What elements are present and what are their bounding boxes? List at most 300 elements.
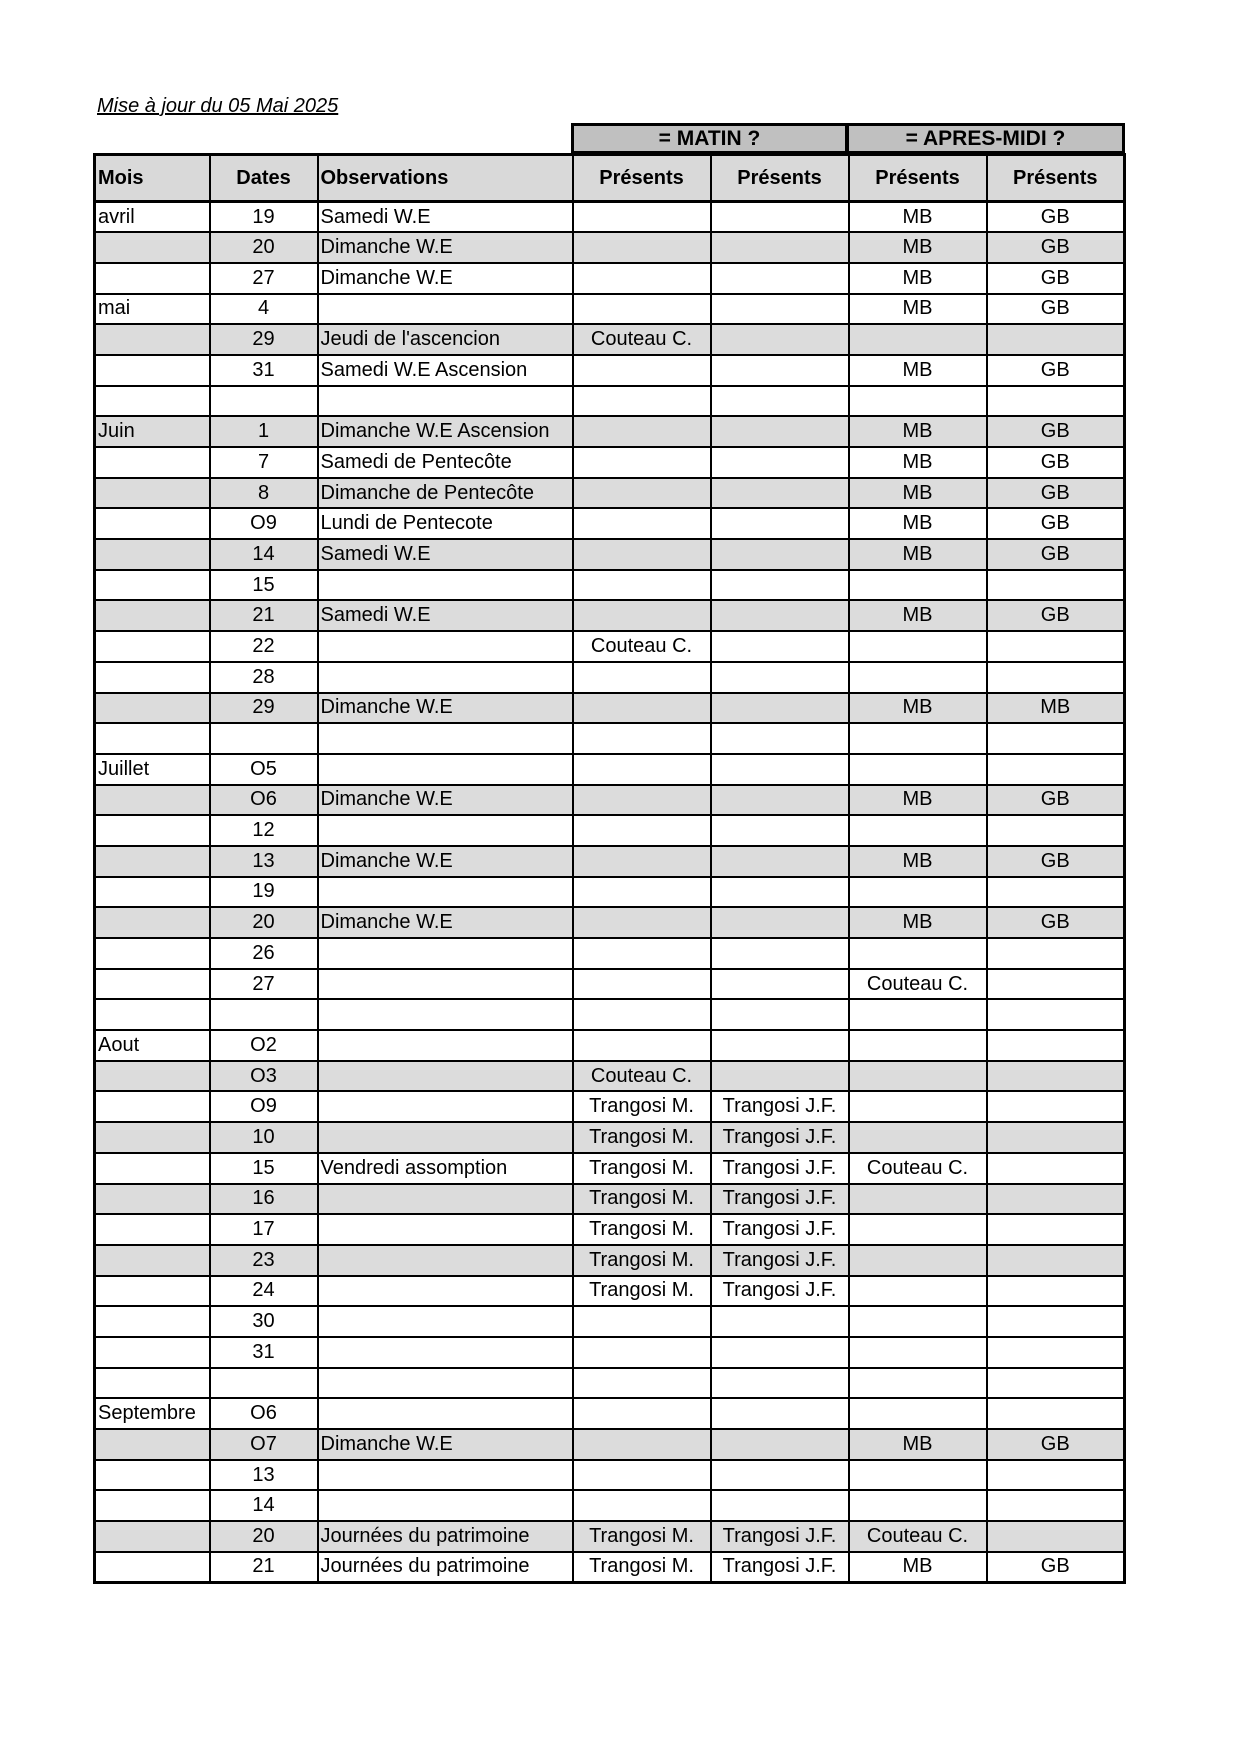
cell-date: 19	[210, 202, 318, 233]
schedule-body	[95, 202, 1125, 1583]
cell-mois	[95, 1245, 210, 1276]
table-row	[95, 693, 1125, 724]
table-row	[95, 1214, 1125, 1245]
cell-observation: Lundi de Pentecote	[318, 508, 573, 539]
table-row	[95, 1398, 1125, 1429]
cell-mois	[95, 1214, 210, 1245]
cell-date: 1	[210, 416, 318, 447]
cell-matin-present-2	[711, 447, 849, 478]
cell-apres-present-2	[987, 1398, 1125, 1429]
cell-observation: Samedi de Pentecôte	[318, 447, 573, 478]
cell-apres-present-2: GB	[987, 907, 1125, 938]
cell-matin-present-2	[711, 324, 849, 355]
cell-mois	[95, 846, 210, 877]
cell-matin-present-2	[711, 1337, 849, 1368]
cell-mois	[95, 232, 210, 263]
cell-mois	[95, 1368, 210, 1399]
cell-date: 8	[210, 478, 318, 509]
cell-matin-present-1: Trangosi M.	[573, 1153, 711, 1184]
cell-matin-present-2: Trangosi J.F.	[711, 1245, 849, 1276]
cell-mois	[95, 815, 210, 846]
cell-mois	[95, 693, 210, 724]
cell-observation	[318, 815, 573, 846]
cell-observation: Dimanche W.E	[318, 907, 573, 938]
cell-matin-present-1	[573, 1398, 711, 1429]
cell-apres-present-1	[849, 1490, 987, 1521]
cell-matin-present-1	[573, 1368, 711, 1399]
table-row	[95, 355, 1125, 386]
cell-observation: Dimanche W.E	[318, 232, 573, 263]
cell-matin-present-2	[711, 232, 849, 263]
cell-apres-present-2	[987, 999, 1125, 1030]
table-row	[95, 1552, 1125, 1583]
cell-apres-present-2	[987, 1184, 1125, 1215]
cell-apres-present-2	[987, 1214, 1125, 1245]
table-row	[95, 1061, 1125, 1092]
cell-date: 28	[210, 662, 318, 693]
table-row	[95, 263, 1125, 294]
cell-apres-present-1	[849, 1245, 987, 1276]
cell-matin-present-1	[573, 693, 711, 724]
cell-observation	[318, 1214, 573, 1245]
cell-observation: Dimanche W.E Ascension	[318, 416, 573, 447]
cell-mois	[95, 1153, 210, 1184]
cell-apres-present-2: GB	[987, 294, 1125, 325]
cell-apres-present-2	[987, 1337, 1125, 1368]
cell-matin-present-1: Trangosi M.	[573, 1184, 711, 1215]
cell-apres-present-1	[849, 386, 987, 417]
cell-apres-present-2	[987, 1030, 1125, 1061]
cell-observation	[318, 570, 573, 601]
cell-date: 31	[210, 355, 318, 386]
cell-matin-present-2: Trangosi J.F.	[711, 1091, 849, 1122]
cell-mois	[95, 1521, 210, 1552]
cell-matin-present-1	[573, 969, 711, 1000]
cell-date: 29	[210, 693, 318, 724]
cell-mois	[95, 723, 210, 754]
cell-mois: Aout	[95, 1030, 210, 1061]
table-row	[95, 1030, 1125, 1061]
cell-matin-present-1: Couteau C.	[573, 1061, 711, 1092]
cell-date: 22	[210, 631, 318, 662]
cell-matin-present-2	[711, 723, 849, 754]
cell-apres-present-1: MB	[849, 693, 987, 724]
cell-apres-present-2: GB	[987, 355, 1125, 386]
cell-date: O5	[210, 754, 318, 785]
cell-observation: Dimanche W.E	[318, 263, 573, 294]
cell-observation	[318, 1490, 573, 1521]
cell-apres-present-2	[987, 1153, 1125, 1184]
cell-date: 14	[210, 539, 318, 570]
cell-apres-present-2	[987, 1276, 1125, 1307]
cell-matin-present-2	[711, 386, 849, 417]
cell-matin-present-1: Trangosi M.	[573, 1245, 711, 1276]
cell-observation	[318, 1061, 573, 1092]
header-matin-presents-1: Présents	[573, 155, 711, 202]
cell-date: 21	[210, 600, 318, 631]
cell-mois	[95, 631, 210, 662]
cell-mois	[95, 539, 210, 570]
cell-matin-present-1	[573, 662, 711, 693]
cell-apres-present-2: GB	[987, 416, 1125, 447]
cell-apres-present-1: MB	[849, 202, 987, 233]
cell-apres-present-1	[849, 1460, 987, 1491]
cell-matin-present-1	[573, 1429, 711, 1460]
table-row	[95, 1306, 1125, 1337]
cell-matin-present-1: Trangosi M.	[573, 1276, 711, 1307]
cell-apres-present-2	[987, 631, 1125, 662]
cell-observation	[318, 1184, 573, 1215]
cell-apres-present-1	[849, 570, 987, 601]
cell-matin-present-2	[711, 355, 849, 386]
table-row	[95, 1429, 1125, 1460]
cell-mois: avril	[95, 202, 210, 233]
cell-date: 15	[210, 1153, 318, 1184]
cell-observation: Dimanche W.E	[318, 846, 573, 877]
cell-matin-present-1	[573, 815, 711, 846]
cell-matin-present-2	[711, 1061, 849, 1092]
cell-matin-present-2	[711, 907, 849, 938]
cell-mois	[95, 1429, 210, 1460]
table-row	[95, 447, 1125, 478]
schedule-table	[93, 153, 1126, 1584]
table-row	[95, 508, 1125, 539]
cell-apres-present-2	[987, 1061, 1125, 1092]
cell-apres-present-2	[987, 1368, 1125, 1399]
cell-apres-present-1	[849, 1061, 987, 1092]
table-row	[95, 723, 1125, 754]
cell-matin-present-2	[711, 785, 849, 816]
cell-observation	[318, 631, 573, 662]
cell-matin-present-1	[573, 355, 711, 386]
cell-matin-present-1	[573, 386, 711, 417]
cell-mois	[95, 1306, 210, 1337]
cell-mois	[95, 1552, 210, 1583]
cell-mois	[95, 263, 210, 294]
cell-mois	[95, 999, 210, 1030]
cell-apres-present-2	[987, 1490, 1125, 1521]
cell-matin-present-2	[711, 631, 849, 662]
cell-mois	[95, 785, 210, 816]
cell-apres-present-1	[849, 815, 987, 846]
header-apres-presents-2: Présents	[987, 155, 1125, 202]
cell-mois	[95, 600, 210, 631]
table-row	[95, 999, 1125, 1030]
cell-mois	[95, 1276, 210, 1307]
cell-apres-present-2	[987, 754, 1125, 785]
cell-date: 27	[210, 263, 318, 294]
cell-observation: Jeudi de l'ascencion	[318, 324, 573, 355]
cell-matin-present-2: Trangosi J.F.	[711, 1153, 849, 1184]
cell-matin-present-1	[573, 539, 711, 570]
cell-matin-present-1	[573, 232, 711, 263]
cell-apres-present-1	[849, 662, 987, 693]
cell-apres-present-1: MB	[849, 539, 987, 570]
cell-apres-present-1	[849, 1398, 987, 1429]
cell-observation	[318, 723, 573, 754]
cell-apres-present-1	[849, 631, 987, 662]
cell-observation	[318, 1030, 573, 1061]
cell-matin-present-2	[711, 846, 849, 877]
cell-matin-present-2	[711, 1306, 849, 1337]
cell-matin-present-1	[573, 723, 711, 754]
cell-date: O7	[210, 1429, 318, 1460]
cell-apres-present-1	[849, 1122, 987, 1153]
table-row	[95, 1276, 1125, 1307]
cell-apres-present-1: Couteau C.	[849, 1521, 987, 1552]
cell-observation: Dimanche W.E	[318, 785, 573, 816]
cell-date	[210, 386, 318, 417]
cell-observation: Samedi W.E	[318, 539, 573, 570]
cell-observation	[318, 938, 573, 969]
cell-apres-present-1	[849, 1030, 987, 1061]
cell-observation: Journées du patrimoine	[318, 1521, 573, 1552]
cell-matin-present-2	[711, 600, 849, 631]
cell-apres-present-1	[849, 1091, 987, 1122]
cell-matin-present-1	[573, 294, 711, 325]
cell-mois: Juin	[95, 416, 210, 447]
cell-date: 29	[210, 324, 318, 355]
cell-matin-present-2	[711, 662, 849, 693]
cell-matin-present-1	[573, 846, 711, 877]
cell-apres-present-2	[987, 1460, 1125, 1491]
cell-matin-present-2	[711, 478, 849, 509]
cell-mois	[95, 386, 210, 417]
cell-mois	[95, 570, 210, 601]
cell-matin-present-1	[573, 1490, 711, 1521]
cell-observation	[318, 999, 573, 1030]
cell-date: 24	[210, 1276, 318, 1307]
table-row	[95, 877, 1125, 908]
cell-apres-present-1: MB	[849, 447, 987, 478]
cell-apres-present-2	[987, 1091, 1125, 1122]
cell-apres-present-2: GB	[987, 785, 1125, 816]
cell-apres-present-2: GB	[987, 508, 1125, 539]
cell-apres-present-2	[987, 1122, 1125, 1153]
cell-apres-present-2	[987, 938, 1125, 969]
cell-date: 10	[210, 1122, 318, 1153]
cell-apres-present-1: Couteau C.	[849, 969, 987, 1000]
cell-observation	[318, 1306, 573, 1337]
cell-matin-present-2	[711, 1490, 849, 1521]
cell-matin-present-2	[711, 416, 849, 447]
cell-matin-present-2	[711, 263, 849, 294]
table-row	[95, 570, 1125, 601]
cell-date: 17	[210, 1214, 318, 1245]
cell-date: 20	[210, 907, 318, 938]
table-row	[95, 1337, 1125, 1368]
table-row	[95, 631, 1125, 662]
cell-apres-present-1	[849, 1337, 987, 1368]
cell-date: 20	[210, 232, 318, 263]
cell-date: 31	[210, 1337, 318, 1368]
cell-matin-present-1	[573, 1337, 711, 1368]
cell-apres-present-1: MB	[849, 294, 987, 325]
cell-apres-present-2	[987, 1521, 1125, 1552]
cell-matin-present-1	[573, 999, 711, 1030]
cell-matin-present-2: Trangosi J.F.	[711, 1122, 849, 1153]
cell-mois	[95, 969, 210, 1000]
table-row	[95, 478, 1125, 509]
cell-apres-present-1: MB	[849, 600, 987, 631]
cell-date: 30	[210, 1306, 318, 1337]
update-date-note: Mise à jour du 05 Mai 2025	[97, 95, 339, 117]
cell-observation: Dimanche W.E	[318, 1429, 573, 1460]
cell-matin-present-2	[711, 754, 849, 785]
cell-date: O2	[210, 1030, 318, 1061]
cell-date	[210, 723, 318, 754]
cell-matin-present-2	[711, 999, 849, 1030]
cell-matin-present-1	[573, 785, 711, 816]
cell-observation: Dimanche W.E	[318, 693, 573, 724]
cell-date: 12	[210, 815, 318, 846]
cell-apres-present-1	[849, 877, 987, 908]
cell-mois	[95, 324, 210, 355]
cell-matin-present-1: Couteau C.	[573, 631, 711, 662]
table-row	[95, 907, 1125, 938]
cell-observation	[318, 294, 573, 325]
cell-observation	[318, 386, 573, 417]
cell-apres-present-2	[987, 1306, 1125, 1337]
table-row	[95, 1490, 1125, 1521]
table-row	[95, 324, 1125, 355]
cell-apres-present-2	[987, 723, 1125, 754]
table-row	[95, 386, 1125, 417]
cell-apres-present-2	[987, 877, 1125, 908]
cell-apres-present-1: MB	[849, 785, 987, 816]
cell-apres-present-1: MB	[849, 907, 987, 938]
cell-apres-present-2: GB	[987, 478, 1125, 509]
table-row	[95, 1184, 1125, 1215]
cell-matin-present-2	[711, 938, 849, 969]
cell-observation	[318, 1091, 573, 1122]
cell-apres-present-1: MB	[849, 478, 987, 509]
cell-observation: Samedi W.E	[318, 600, 573, 631]
cell-matin-present-1	[573, 478, 711, 509]
cell-matin-present-2	[711, 1398, 849, 1429]
cell-date: 15	[210, 570, 318, 601]
cell-apres-present-2	[987, 386, 1125, 417]
cell-apres-present-2	[987, 969, 1125, 1000]
cell-apres-present-2	[987, 1245, 1125, 1276]
table-row	[95, 662, 1125, 693]
table-row	[95, 1245, 1125, 1276]
cell-date: 14	[210, 1490, 318, 1521]
cell-date: O3	[210, 1061, 318, 1092]
cell-mois: Juillet	[95, 754, 210, 785]
cell-matin-present-1: Trangosi M.	[573, 1122, 711, 1153]
cell-matin-present-2	[711, 539, 849, 570]
cell-matin-present-2	[711, 815, 849, 846]
cell-apres-present-1: MB	[849, 416, 987, 447]
cell-matin-present-1: Couteau C.	[573, 324, 711, 355]
cell-date	[210, 1368, 318, 1399]
cell-mois: Septembre	[95, 1398, 210, 1429]
cell-apres-present-2	[987, 662, 1125, 693]
cell-matin-present-2	[711, 1460, 849, 1491]
cell-apres-present-2: GB	[987, 232, 1125, 263]
cell-matin-present-1	[573, 1306, 711, 1337]
cell-date: 7	[210, 447, 318, 478]
cell-mois	[95, 1337, 210, 1368]
cell-apres-present-1	[849, 754, 987, 785]
cell-date: 16	[210, 1184, 318, 1215]
cell-observation	[318, 1245, 573, 1276]
table-header-row	[95, 155, 1125, 202]
table-row	[95, 1091, 1125, 1122]
cell-matin-present-1: Trangosi M.	[573, 1521, 711, 1552]
cell-matin-present-1	[573, 202, 711, 233]
cell-apres-present-1: MB	[849, 355, 987, 386]
cell-matin-present-1	[573, 754, 711, 785]
cell-mois	[95, 938, 210, 969]
cell-mois	[95, 1091, 210, 1122]
matin-group-header: = MATIN ?	[571, 123, 848, 154]
cell-mois	[95, 478, 210, 509]
table-row	[95, 232, 1125, 263]
cell-apres-present-2: GB	[987, 1552, 1125, 1583]
table-row	[95, 1521, 1125, 1552]
cell-matin-present-1	[573, 877, 711, 908]
cell-matin-present-1	[573, 447, 711, 478]
cell-apres-present-1: MB	[849, 232, 987, 263]
cell-date: 19	[210, 877, 318, 908]
cell-mois	[95, 1184, 210, 1215]
cell-apres-present-2: GB	[987, 263, 1125, 294]
cell-matin-present-1	[573, 263, 711, 294]
cell-observation	[318, 662, 573, 693]
cell-matin-present-2: Trangosi J.F.	[711, 1276, 849, 1307]
cell-observation	[318, 877, 573, 908]
cell-mois	[95, 355, 210, 386]
cell-observation	[318, 1276, 573, 1307]
cell-matin-present-1	[573, 907, 711, 938]
cell-mois: mai	[95, 294, 210, 325]
table-row	[95, 1122, 1125, 1153]
cell-apres-present-1: MB	[849, 1552, 987, 1583]
cell-matin-present-1	[573, 600, 711, 631]
cell-matin-present-2: Trangosi J.F.	[711, 1521, 849, 1552]
table-row	[95, 1460, 1125, 1491]
header-observations: Observations	[318, 155, 573, 202]
cell-apres-present-2: GB	[987, 539, 1125, 570]
cell-observation: Samedi W.E Ascension	[318, 355, 573, 386]
table-row	[95, 600, 1125, 631]
cell-apres-present-1: MB	[849, 508, 987, 539]
cell-matin-present-2	[711, 570, 849, 601]
cell-observation	[318, 1398, 573, 1429]
cell-date: 20	[210, 1521, 318, 1552]
cell-apres-present-1	[849, 1306, 987, 1337]
cell-date: 27	[210, 969, 318, 1000]
cell-matin-present-1: Trangosi M.	[573, 1091, 711, 1122]
table-row	[95, 1153, 1125, 1184]
cell-matin-present-2	[711, 202, 849, 233]
cell-matin-present-1	[573, 938, 711, 969]
table-row	[95, 938, 1125, 969]
table-row	[95, 785, 1125, 816]
cell-apres-present-2: GB	[987, 202, 1125, 233]
cell-matin-present-2	[711, 877, 849, 908]
cell-apres-present-2	[987, 324, 1125, 355]
header-mois: Mois	[95, 155, 210, 202]
cell-mois	[95, 1061, 210, 1092]
cell-apres-present-1: MB	[849, 263, 987, 294]
cell-date: 26	[210, 938, 318, 969]
table-row	[95, 846, 1125, 877]
cell-matin-present-1	[573, 1460, 711, 1491]
cell-matin-present-1	[573, 570, 711, 601]
